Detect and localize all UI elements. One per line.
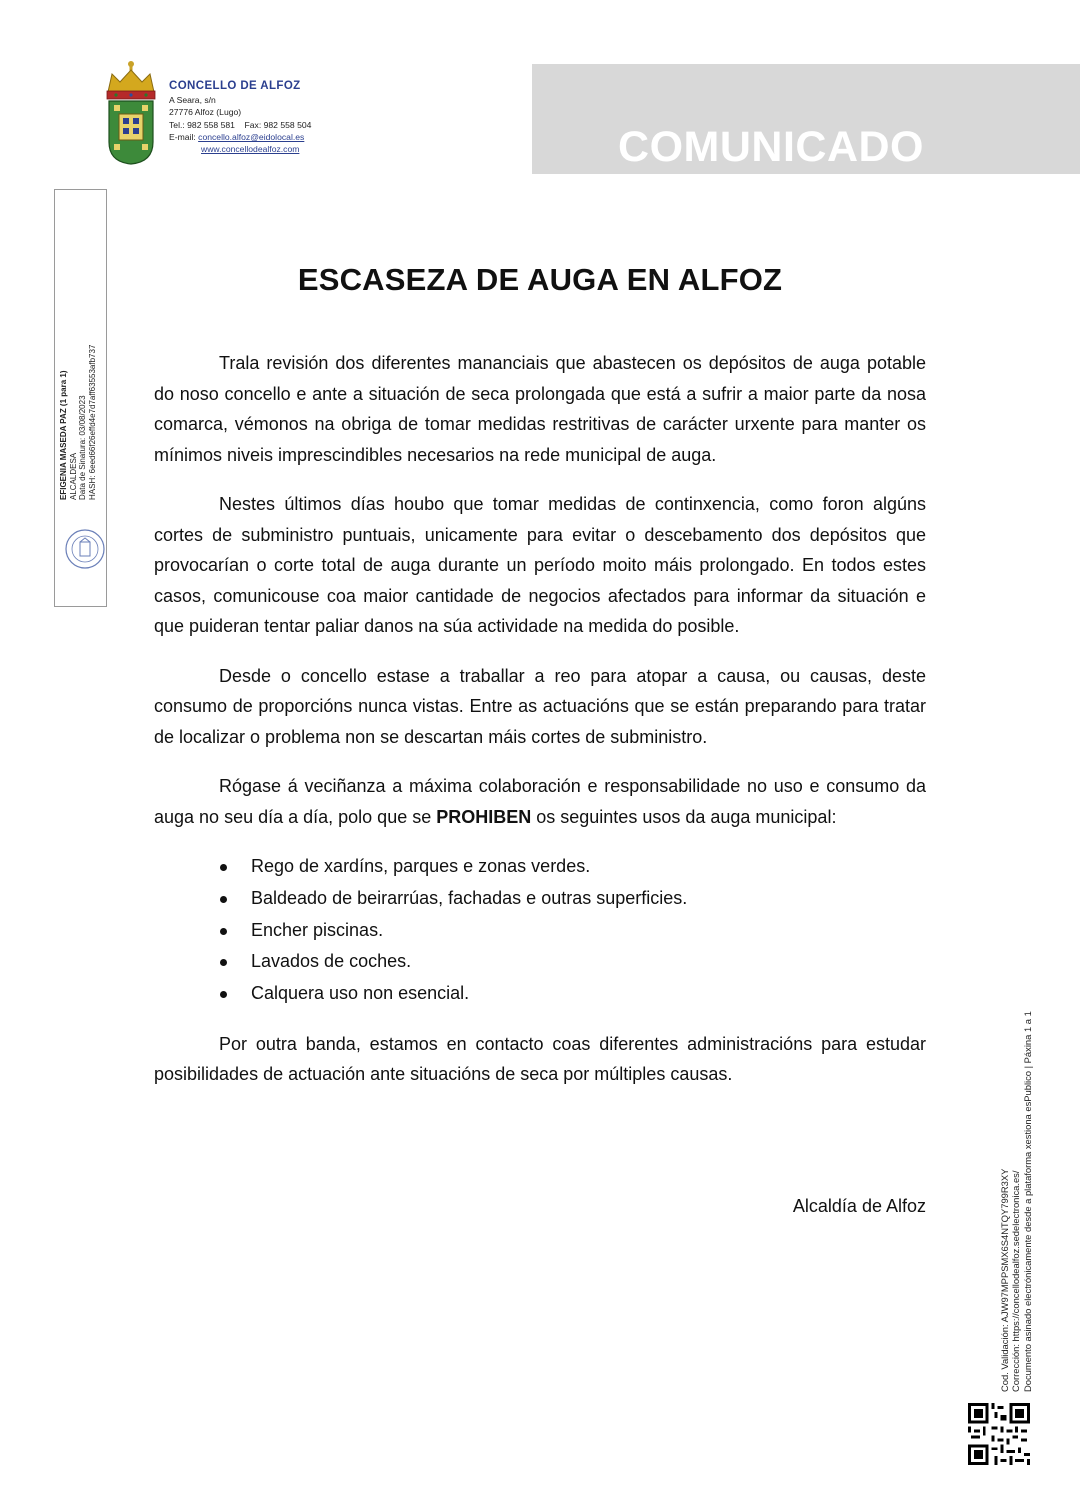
list-item: Encher piscinas. <box>154 915 926 947</box>
prohibition-text-before: Rógase á veciñanza a máxima colaboración e responsabilidade no uso e consumo da auga no seu día a día, polo que se <box>154 776 926 827</box>
organization-header <box>169 78 311 155</box>
prohibition-keyword: PROHIBEN <box>436 806 532 827</box>
org-email-line <box>169 131 311 143</box>
signature-text <box>59 345 97 500</box>
signer-role: ALCALDESA <box>68 452 78 500</box>
signature-date: Data de Sinatura: 03/08/2023 <box>78 395 88 500</box>
list-item: Calquera uso non esencial. <box>154 978 926 1010</box>
validation-code: Cod. Validación: AJW97MPPSMX6S4NTQY799R3XY <box>999 1168 1010 1392</box>
org-phone: Tel.: 982 558 581 <box>169 119 235 130</box>
municipal-crest-icon <box>104 58 158 166</box>
esign-note: Documento asinado electrónicamente desde a plataforma xestiona esPublico | Páxina 1 a 1 <box>1021 1011 1033 1392</box>
document-title: ESCASEZA DE AUGA EN ALFOZ <box>297 262 783 297</box>
org-address-line1: A Seara, s/n <box>169 95 216 105</box>
list-item: Baldeado de beirarrúas, fachadas e outras superficies. <box>154 883 926 915</box>
body-paragraph-3: Desde o concello estase a traballar a reo para atopar a causa, ou causas, deste consumo de proporcións nunca vistas. Entre as actuacións que se están preparando para tratar de localizar o problema non se descartan máis cortes de subministro. <box>154 665 926 747</box>
org-fax: Fax: 982 558 504 <box>244 119 312 130</box>
signer-name: EFIGENIA MASEDA PAZ (1 para 1) <box>59 370 68 500</box>
validation-footer <box>999 1011 1033 1392</box>
verification-url: Corrección: https://concellodealfoz.sedelectronica.es/ <box>1010 1170 1022 1392</box>
closing-paragraph: Por outra banda, estamos en contacto coas diferentes administracións para estudar posibilidades de actuación ante situacións de seca por múltiples causas. <box>154 1033 926 1085</box>
prohibition-paragraph <box>154 771 926 832</box>
document-body <box>154 348 926 1109</box>
org-name: CONCELLO DE ALFOZ <box>169 80 301 92</box>
body-paragraph-1: Trala revisión dos diferentes mananciais que abastecen os depósitos de auga potable do noso concello e ante a situación de seca prolongada que está a sufrir a maior parte da nosa comarca, vémonos na obriga de tomar medidas restritivas de carácter urxente para manter os mínimos niveis imprescindibles necesarios na rede municipal de auga. <box>154 353 926 465</box>
official-seal-icon <box>64 528 106 570</box>
org-website-link[interactable]: www.concellodealfoz.com <box>201 144 300 155</box>
banner-title: COMUNICADO <box>618 123 924 171</box>
signoff: Alcaldía de Alfoz <box>792 1196 926 1216</box>
prohibition-text-after: os seguintes usos da auga municipal: <box>531 806 837 827</box>
org-contact-line <box>169 119 311 131</box>
comunicado-banner <box>532 64 1080 174</box>
org-address-line2: 27776 Alfoz (Lugo) <box>169 107 242 118</box>
org-email-link[interactable]: concello.alfoz@eidolocal.es <box>198 131 305 142</box>
signature-hash: HASH: 6eed66f26effd4e7d7aff63553afb737 <box>87 344 97 500</box>
prohibited-uses-list <box>154 851 926 1010</box>
qr-code-icon <box>968 1403 1030 1465</box>
body-paragraph-2: Nestes últimos días houbo que tomar medidas de continxencia, como foron algúns cortes de subministro puntuais, unicamente para evitar o descebamento dos depósitos que provocarían o corte total de auga durante un período moito máis prolongado. En todos estes casos, comunicouse coa maior cantidade de negocios afectados para informar da situación e que puideran tentar paliar danos na súa actividade na medida do posible. <box>154 494 926 637</box>
list-item: Lavados de coches. <box>154 946 926 978</box>
list-item: Rego de xardíns, parques e zonas verdes. <box>154 851 926 883</box>
org-email-label: E-mail: <box>169 131 196 142</box>
